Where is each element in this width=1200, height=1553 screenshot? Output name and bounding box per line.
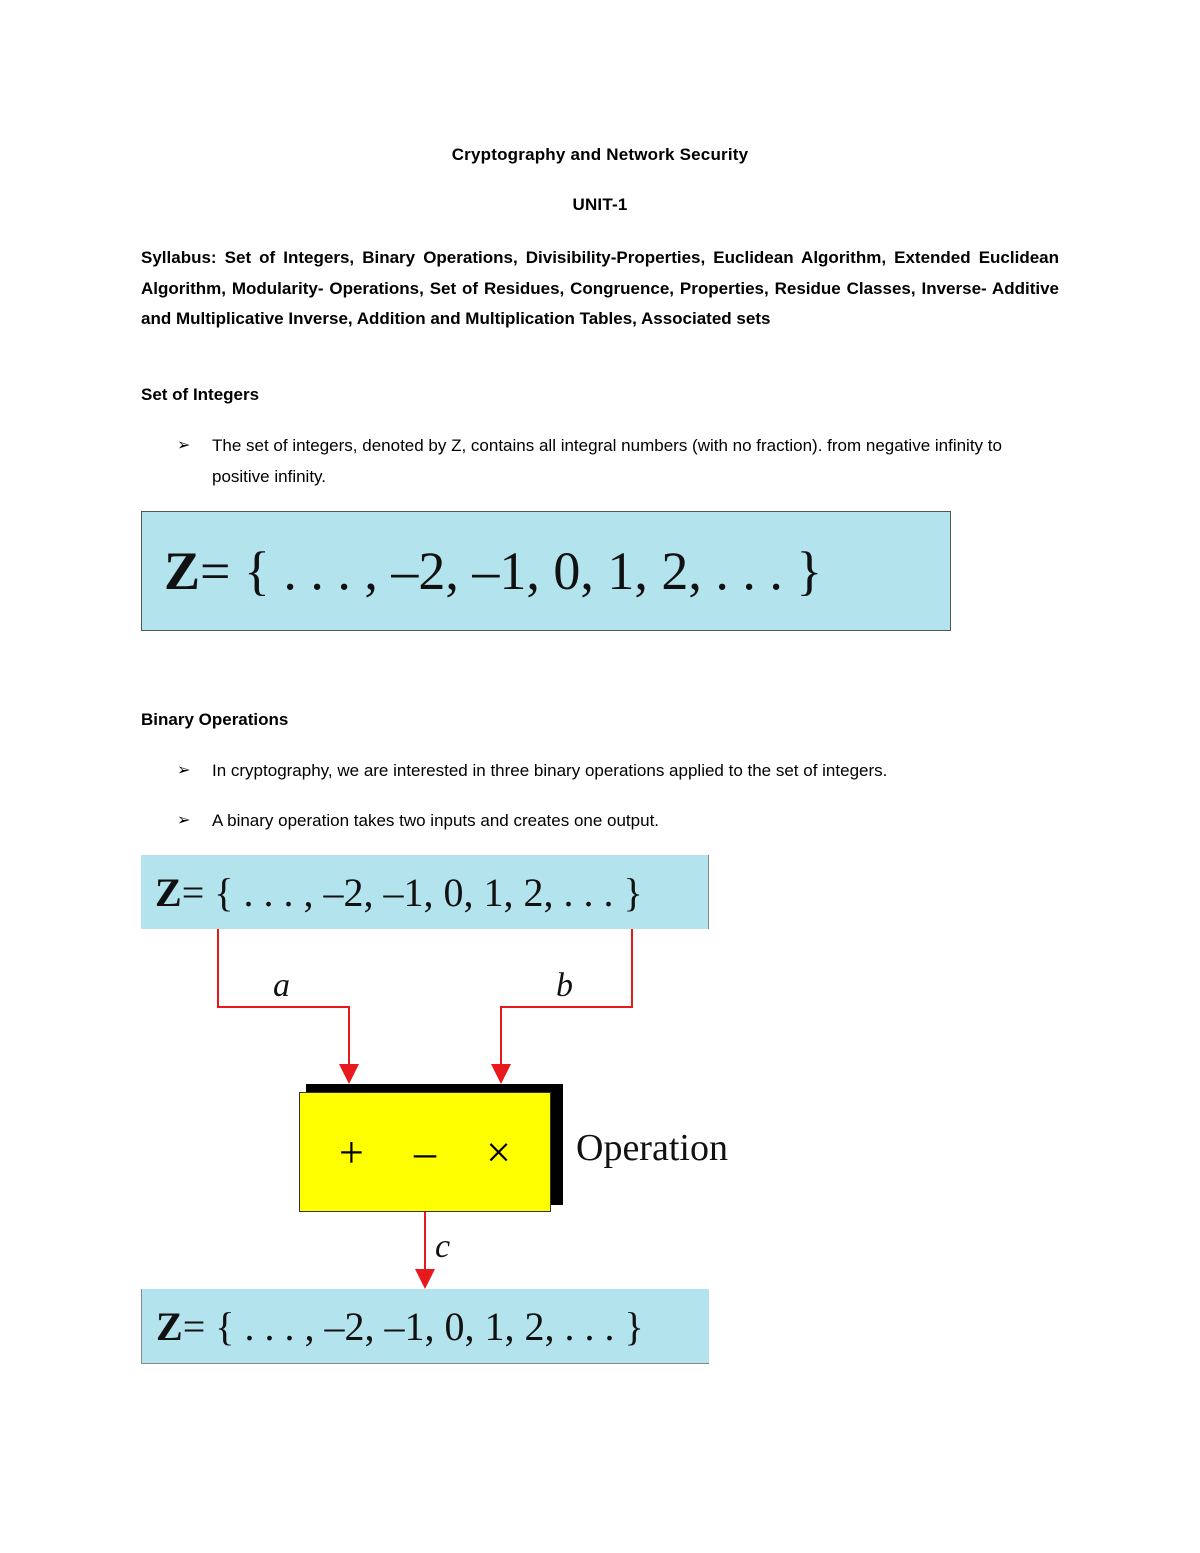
input-set-box [141,855,709,929]
arrow-c-head [415,1269,435,1289]
integer-set-figure [141,511,951,631]
input-b-label: b [556,967,573,1004]
z-symbol: Z [155,869,182,915]
document-title: Cryptography and Network Security [451,145,749,164]
arrow-bullet-icon: ➢ [177,437,191,454]
unit-heading: UNIT-1 [572,195,628,214]
list-item [177,755,1059,786]
integer-set-text: = { . . . , –2, –1, 0, 1, 2, . . . } [200,541,823,601]
operation-label: Operation [576,1127,728,1169]
binary-operations-heading: Binary Operations [141,710,289,729]
syllabus-paragraph: Syllabus: Set of Integers, Binary Operations, Divisibility-Properties, Euclidean Algorithm, Extended Euclidean Algorithm, Modularity- Operations, Set of Residues, Congruence, Properties, Residue Classes, Inverse- Additive and Multiplicative Inverse, Addition and Multiplication Tables, Associated sets [141,248,1059,328]
arrow-b-head [491,1064,511,1084]
plus-operator: + [339,1127,364,1177]
integer-set-text: = { . . . , –2, –1, 0, 1, 2, . . . } [182,1303,644,1349]
z-symbol: Z [164,541,201,601]
integer-set-text: = { . . . , –2, –1, 0, 1, 2, . . . } [181,869,643,915]
bullet-text: A binary operation takes two inputs and creates one output. [212,811,660,830]
bullet-text: In cryptography, we are interested in three binary operations applied to the set of integers. [212,761,888,780]
arrow-bullet-icon: ➢ [177,762,191,779]
list-item [177,430,1059,492]
bullet-text: The set of integers, denoted by Z, contains all integral numbers (with no fraction). from negative infinity to positive infinity. [212,436,1002,486]
times-operator: × [486,1127,511,1177]
minus-operator: – [413,1127,436,1177]
list-item [177,805,1059,836]
arrow-bullet-icon: ➢ [177,812,191,829]
arrow-a-head [339,1064,359,1084]
output-set-box [141,1289,709,1364]
set-of-integers-heading: Set of Integers [141,385,260,404]
z-symbol: Z [156,1303,183,1349]
input-a-label: a [273,967,290,1004]
operation-box [299,1092,551,1212]
output-c-label: c [435,1228,451,1265]
